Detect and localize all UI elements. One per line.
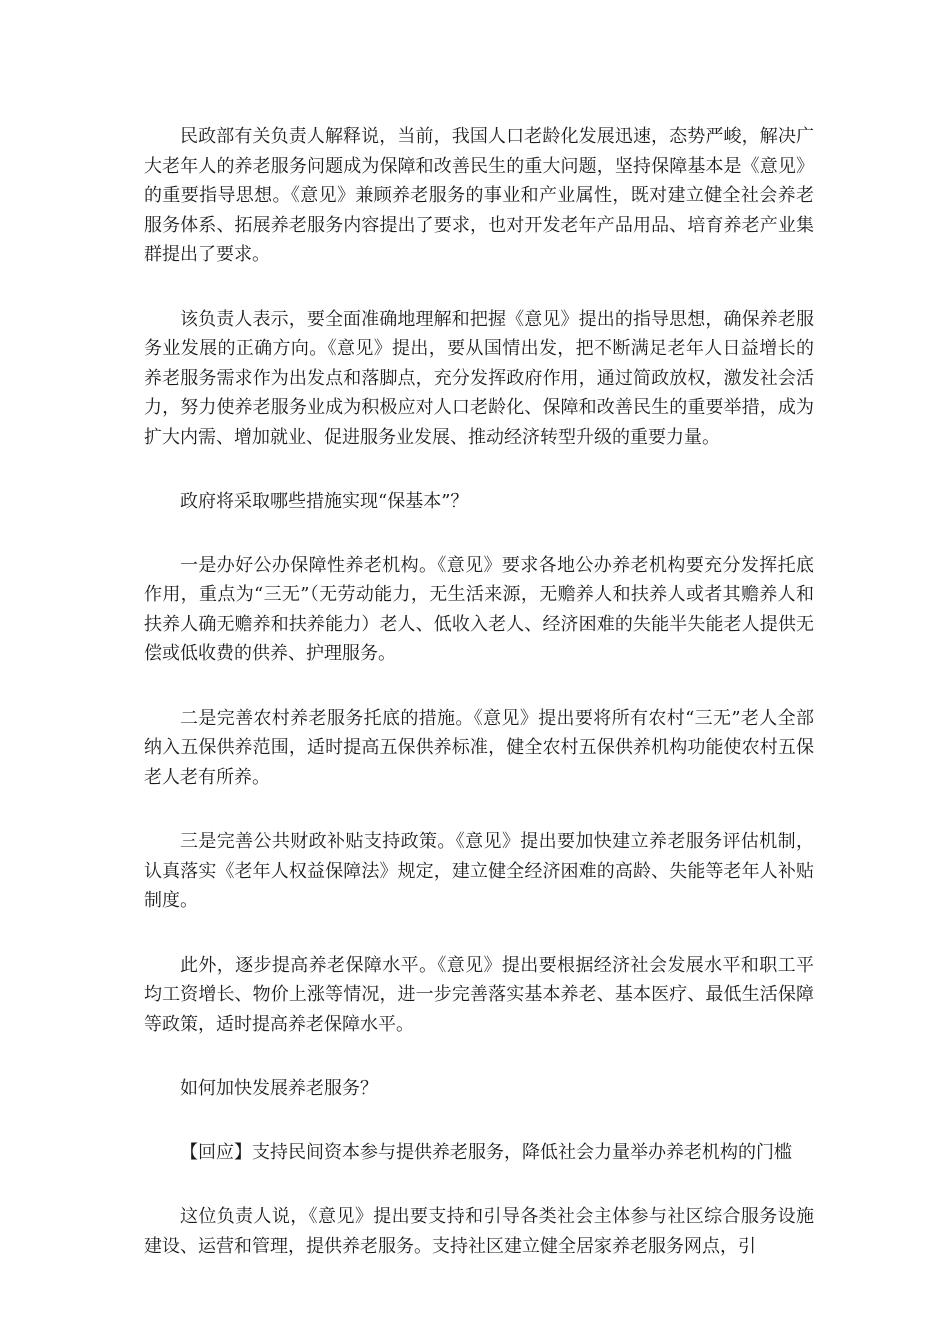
paragraph-measure-additional: 此外，逐步提高养老保障水平。《意见》提出要根据经济社会发展水平和职工平均工资增长、物价上涨等情况，进一步完善落实基本养老、基本医疗、最低生活保障等政策，适时提高养老保障水平。 (144, 954, 814, 1035)
paragraph-measure-three: 三是完善公共财政补贴支持政策。《意见》提出要加快建立养老服务评估机制，认真落实《老年人权益保障法》规定，建立健全经济困难的高龄、失能等老年人补贴制度。 (144, 831, 814, 911)
paragraph-intro: 民政部有关负责人解释说，当前，我国人口老龄化发展迅速，态势严峻，解决广大老年人的养老服务问题成为保障和改善民生的重大问题，坚持保障基本是《意见》的重要指导思想。《意见》兼顾养老服务的事业和产业属性，既对建立健全社会养老服务体系、拓展养老服务内容提出了要求，也对开发老年产品用品、培育养老产业集群提出了要求。 (144, 126, 814, 265)
paragraph-response: 【回应】支持民间资本参与提供养老服务，降低社会力量举办养老机构的门槛 (180, 1141, 792, 1163)
paragraph-guiding-ideology: 该负责人表示，要全面准确地理解和把握《意见》提出的指导思想，确保养老服务业发展的正确方向。《意见》提出，要从国情出发，把不断满足老年人日益增长的养老服务需求作为出发点和落脚点，充分发挥政府作用，通过简政放权，激发社会活力，努力使养老服务业成为积极应对人口老龄化、保障和改善民生的重要举措，成为扩大内需、增加就业、促进服务业发展、推动经济转型升级的重要力量。 (144, 308, 814, 448)
section-question-develop-services: 如何加快发展养老服务？ (180, 1078, 378, 1099)
section-question-basic-guarantee: 政府将采取哪些措施实现“保基本”？ (180, 491, 469, 512)
document-body (144, 122, 814, 1296)
paragraph-community-services: 这位负责人说，《意见》提出要支持和引导各类社会主体参与社区综合服务设施建设、运营和管理，提供养老服务。支持社区建立健全居家养老服务网点，引 (144, 1206, 814, 1257)
paragraph-measure-one: 一是办好公办保障性养老机构。《意见》要求各地公办养老机构要充分发挥托底作用，重点为“三无”（无劳动能力，无生活来源，无赡养人和扶养人或者其赡养人和扶养人确无赡养和扶养能力）老人、低收入老人、经济困难的失能半失能老人提供无偿或低收费的供养、护理服务。 (144, 554, 814, 664)
paragraph-measure-two: 二是完善农村养老服务托底的措施。《意见》提出要将所有农村“三无”老人全部纳入五保供养范围，适时提高五保供养标准，健全农村五保供养机构功能使农村五保老人老有所养。 (144, 707, 814, 788)
